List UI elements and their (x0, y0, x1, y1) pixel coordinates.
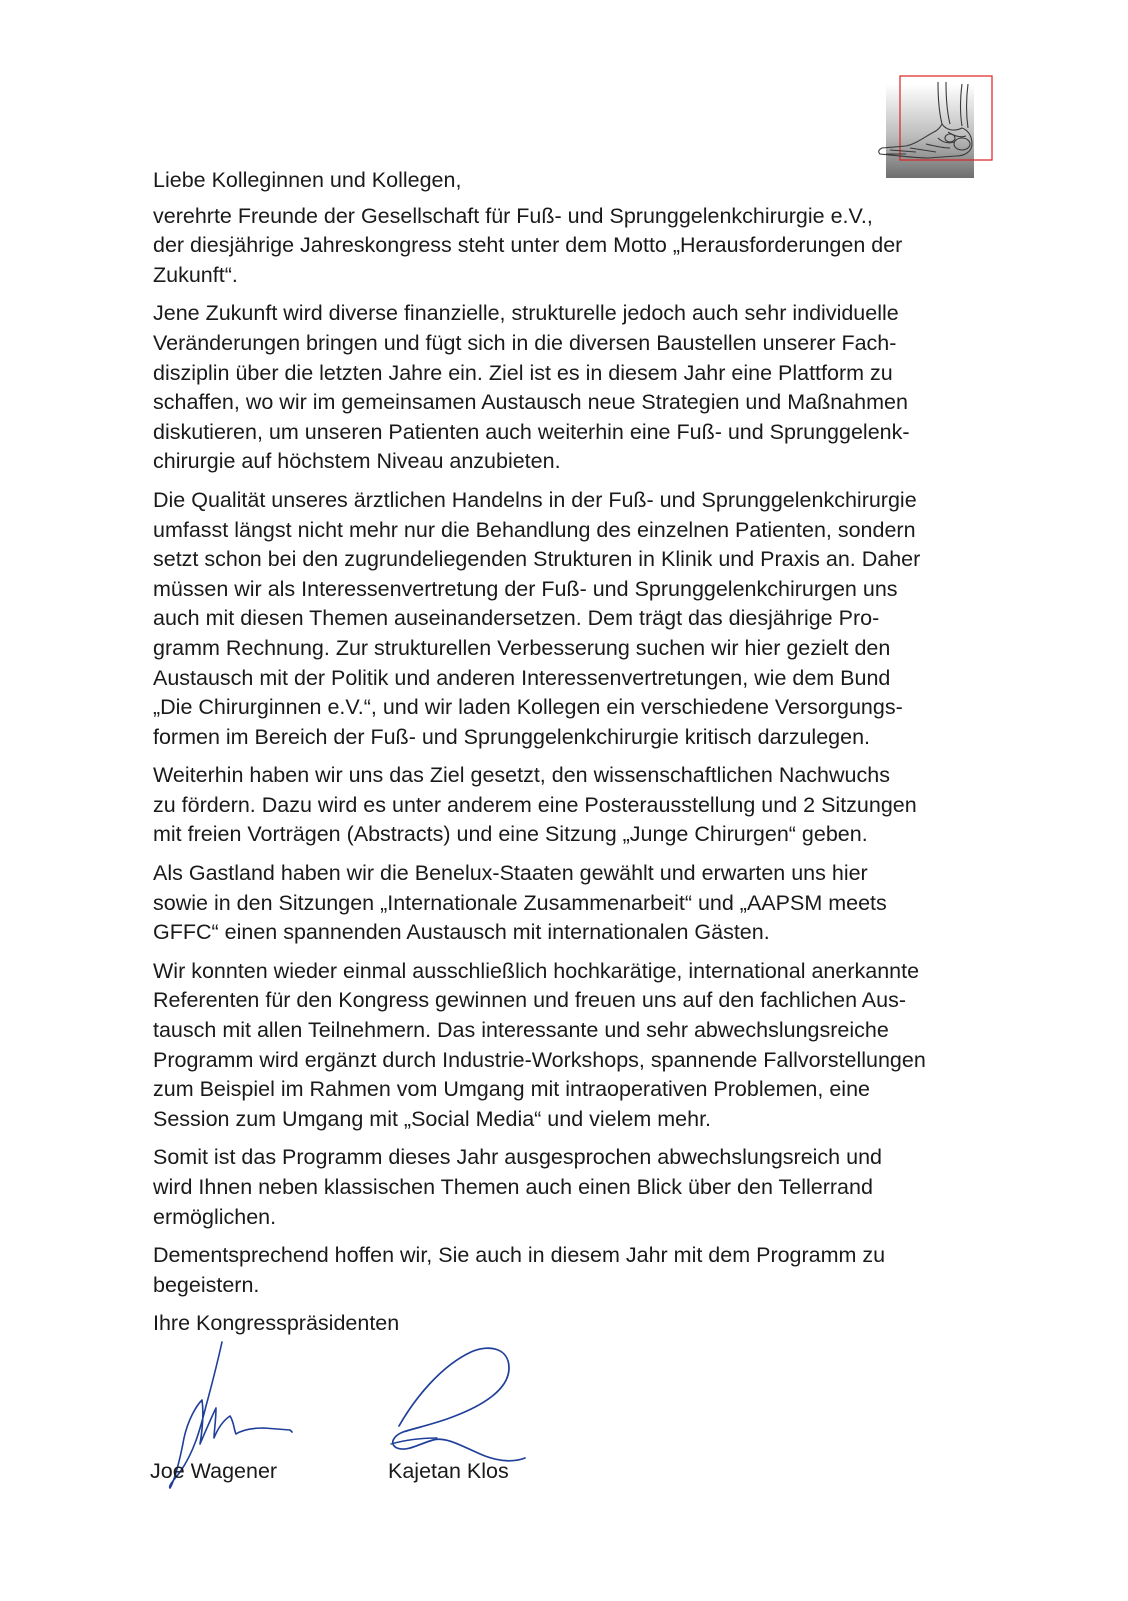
letter-paragraph: Somit ist das Programm dieses Jahr ausgesprochen abwechslungsreich und wird Ihnen neben klassischen Themen auch einen Blick über den Tellerrand ermöglichen. (153, 1145, 882, 1229)
letter-closing: Ihre Kongresspräsidenten (153, 1311, 400, 1336)
letter-paragraph: Dementsprechend hoffen wir, Sie auch in diesem Jahr mit dem Programm zu begeistern. (153, 1243, 886, 1297)
foot-skeleton-icon (876, 74, 996, 178)
foot-logo (876, 74, 996, 178)
signatory-name-2: Kajetan Klos (388, 1459, 509, 1483)
letter-paragraphs (153, 202, 1023, 1301)
letter-paragraph: verehrte Freunde der Gesellschaft für Fuß- und Sprunggelenkchirurgie e.V., der diesjährige Jahreskongress steht unter dem Motto „Herausforderungen der Zukunft“. (153, 203, 903, 287)
letter-greeting: Liebe Kolleginnen und Kollegen, (153, 168, 462, 192)
letter-paragraph: Wir konnten wieder einmal ausschließlich hochkarätige, international anerkannte Referenten für den Kongress gewinnen und freuen uns auf den fachlichen Aus- tausch mit allen Teilnehmern. Das interessante und sehr abwechslungsreiche Programm wird ergänzt durch Industrie-Workshops, spannende Fallvorstellungen zum Beispiel im Rahmen vom Umgang mit intraoperativen Problemen, eine Session zum Umgang mit „Social Media“ und vielem mehr. (153, 958, 926, 1131)
letter-paragraph: Die Qualität unseres ärztlichen Handelns in der Fuß- und Sprunggelenkchirurgie umfasst längst nicht mehr nur die Behandlung des einzelnen Patienten, sondern setzt schon bei den zugrundeliegenden Strukturen in Klinik und Praxis an. Daher müssen wir als Interessenvertretung der Fuß- und Sprunggelenkchirurgen uns auch mit diesen Themen auseinandersetzen. Dem trägt das diesjährige Pro- gramm Rechnung. Zur strukturellen Verbesserung suchen wir hier gezielt den Austausch mit der Politik und anderen Interessenvertretungen, wie dem Bund „Die Chirurginnen e.V.“, und wir laden Kollegen ein verschiedene Versorgungs- formen im Bereich der Fuß- und Sprunggelenkchirurgie kritisch darzulegen. (153, 487, 921, 749)
letter-paragraph: Als Gastland haben wir die Benelux-Staaten gewählt und erwarten uns hier sowie in den Sitzungen „Internationale Zusammenarbeit“ und „AAPSM meets GFFC“ einen spannenden Austausch mit internationalen Gästen. (153, 861, 887, 945)
letter-paragraph: Jene Zukunft wird diverse finanzielle, strukturelle jedoch auch sehr individuelle Veränderungen bringen und fügt sich in die diversen Baustellen unserer Fach- disziplin über die letzten Jahre ein. Ziel ist es in diesem Jahr eine Plattform zu schaffen, wo wir im gemeinsamen Austausch neue Strategien und Maßnahmen diskutieren, um unseren Patienten auch weiterhin eine Fuß- und Sprunggelenk- chirurgie auf höchstem Niveau anzubieten. (153, 301, 910, 474)
letter-paragraph: Weiterhin haben wir uns das Ziel gesetzt, den wissenschaftlichen Nachwuchs zu fördern. Dazu wird es unter anderem eine Posterausstellung und 2 Sitzungen mit freien Vorträgen (Abstracts) und eine Sitzung „Junge Chirurgen“ geben. (153, 763, 917, 847)
signatory-name-1: Joe Wagener (150, 1459, 278, 1483)
letter-body (153, 166, 1023, 1348)
